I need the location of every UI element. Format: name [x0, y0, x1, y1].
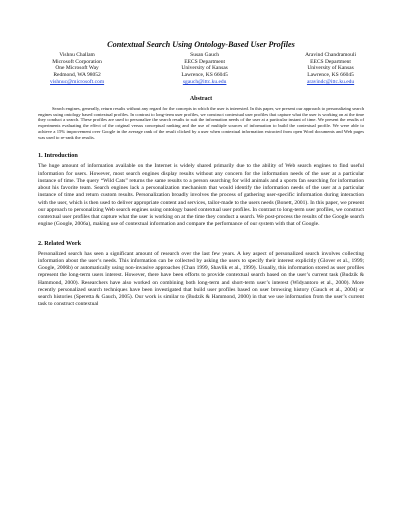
section-heading-introduction: 1. Introduction — [38, 152, 78, 160]
author-address-line2: Redmond, WA 98052 — [53, 72, 101, 79]
author-address-line1: University of Kansas — [307, 65, 354, 72]
author-email-link[interactable]: aravindc@ittc.ku.edu — [306, 78, 355, 85]
author-name: Vishnu Challam — [59, 52, 95, 59]
section-text-introduction: The huge amount of information available on the Internet is widely shared primarily due to the ability of Web search engines to find useful information for users. However, most search engines display results without any concern for the information needs of the user at a particular instance of time. The query “Wild Cats” returns the same results to a person searching for wild animals and a sports fan searching for information about his favorite team. Search engines lack a personalization mechanism that would identify the information needs of the user at a particular instance of time and return custom results. Personalization broadly involves the process of gathering user-specific information during interaction with the user, which is then used to deliver appropriate content and services, tailor-made to the users needs (Bonett, 2001). In this paper, we present our approach to personalizing Web search engines using ontology based contextual user profiles. In contrast to long-term user profiles, we construct contextual user profiles that capture what the user is working on at the time they conduct a search. We post-process the results of the Google search engine (Google, 2006a), making use of contextual information and compare the performance of our system with that of Google. — [38, 163, 364, 228]
author-email-link[interactable]: sgauch@ittc.ku.edu — [182, 78, 227, 85]
author-affiliation: EECS Department — [184, 58, 225, 65]
abstract-heading: Abstract — [189, 95, 213, 102]
author-email-link[interactable]: vishnuc@microsoft.com — [50, 78, 105, 85]
paper-title: Contextual Search Using Ontology-Based User Profiles — [107, 40, 295, 49]
author-block — [38, 52, 364, 86]
author-address-line2: Lawrence, KS 66045 — [181, 72, 228, 79]
author-2 — [181, 52, 228, 86]
author-address-line1: One Microsoft Way — [55, 65, 99, 72]
abstract-text: Search engines, generally, return results without any regard for the concepts in which the user is interested. In this paper, we present our approach to personalizing search engines using ontology based contextual profiles. In contrast to long-term user profiles, we construct contextual user profiles that capture what the user is working on at the time they conduct a search. These profiles are used to personalize the search results to suit the information needs of the user at a particular instant of time. We present the results of experiments evaluating the effect of the original versus conceptual ranking and the use of multiple sources of information to build the contextual profile. We were able to achieve a 15% improvement over Google in the average rank of the result clicked by a user when contextual information extracted from open Word documents and Web pages was used to re-rank the results. — [38, 105, 364, 141]
author-affiliation: Microsoft Corporation — [52, 58, 102, 65]
author-affiliation: EECS Department — [310, 58, 351, 65]
author-address-line1: University of Kansas — [181, 65, 228, 72]
section-text-related-work: Personalized search has seen a significant amount of research over the last few years. A key aspect of personalized search involves collecting information about the user’s needs. This information can be collected by asking the users to specify their interest explicitly (Glover et al., 1999; Google, 2006b) or automatically using non-invasive approaches (Chan 1999, Shavlik et al., 1999). Usually, this information stored as user profiles represent the long-term users interest. However, there have been efforts to provide contextual search based on the user’s current task (Budzik & Hammond, 2000). Researchers have also worked on combining both long-term and short-term user’s interest (Widyantoro et al., 2000). More recently personalized search techniques have been investigated that build user profiles based on user browsing history (Gauch et al., 2004) or search histories (Speretta & Gauch, 2005). Our work is similar to (Budzik & Hammond, 2000) in that we use information from the user’s current task to construct contextual — [38, 250, 364, 308]
author-3 — [305, 52, 356, 86]
author-name: Susan Gauch — [190, 52, 220, 59]
author-1 — [50, 52, 104, 86]
author-address-line2: Lawrence, KS 66045 — [307, 72, 354, 79]
author-name: Aravind Chandramouli — [305, 52, 356, 59]
section-heading-related-work: 2. Related Work — [38, 239, 82, 247]
